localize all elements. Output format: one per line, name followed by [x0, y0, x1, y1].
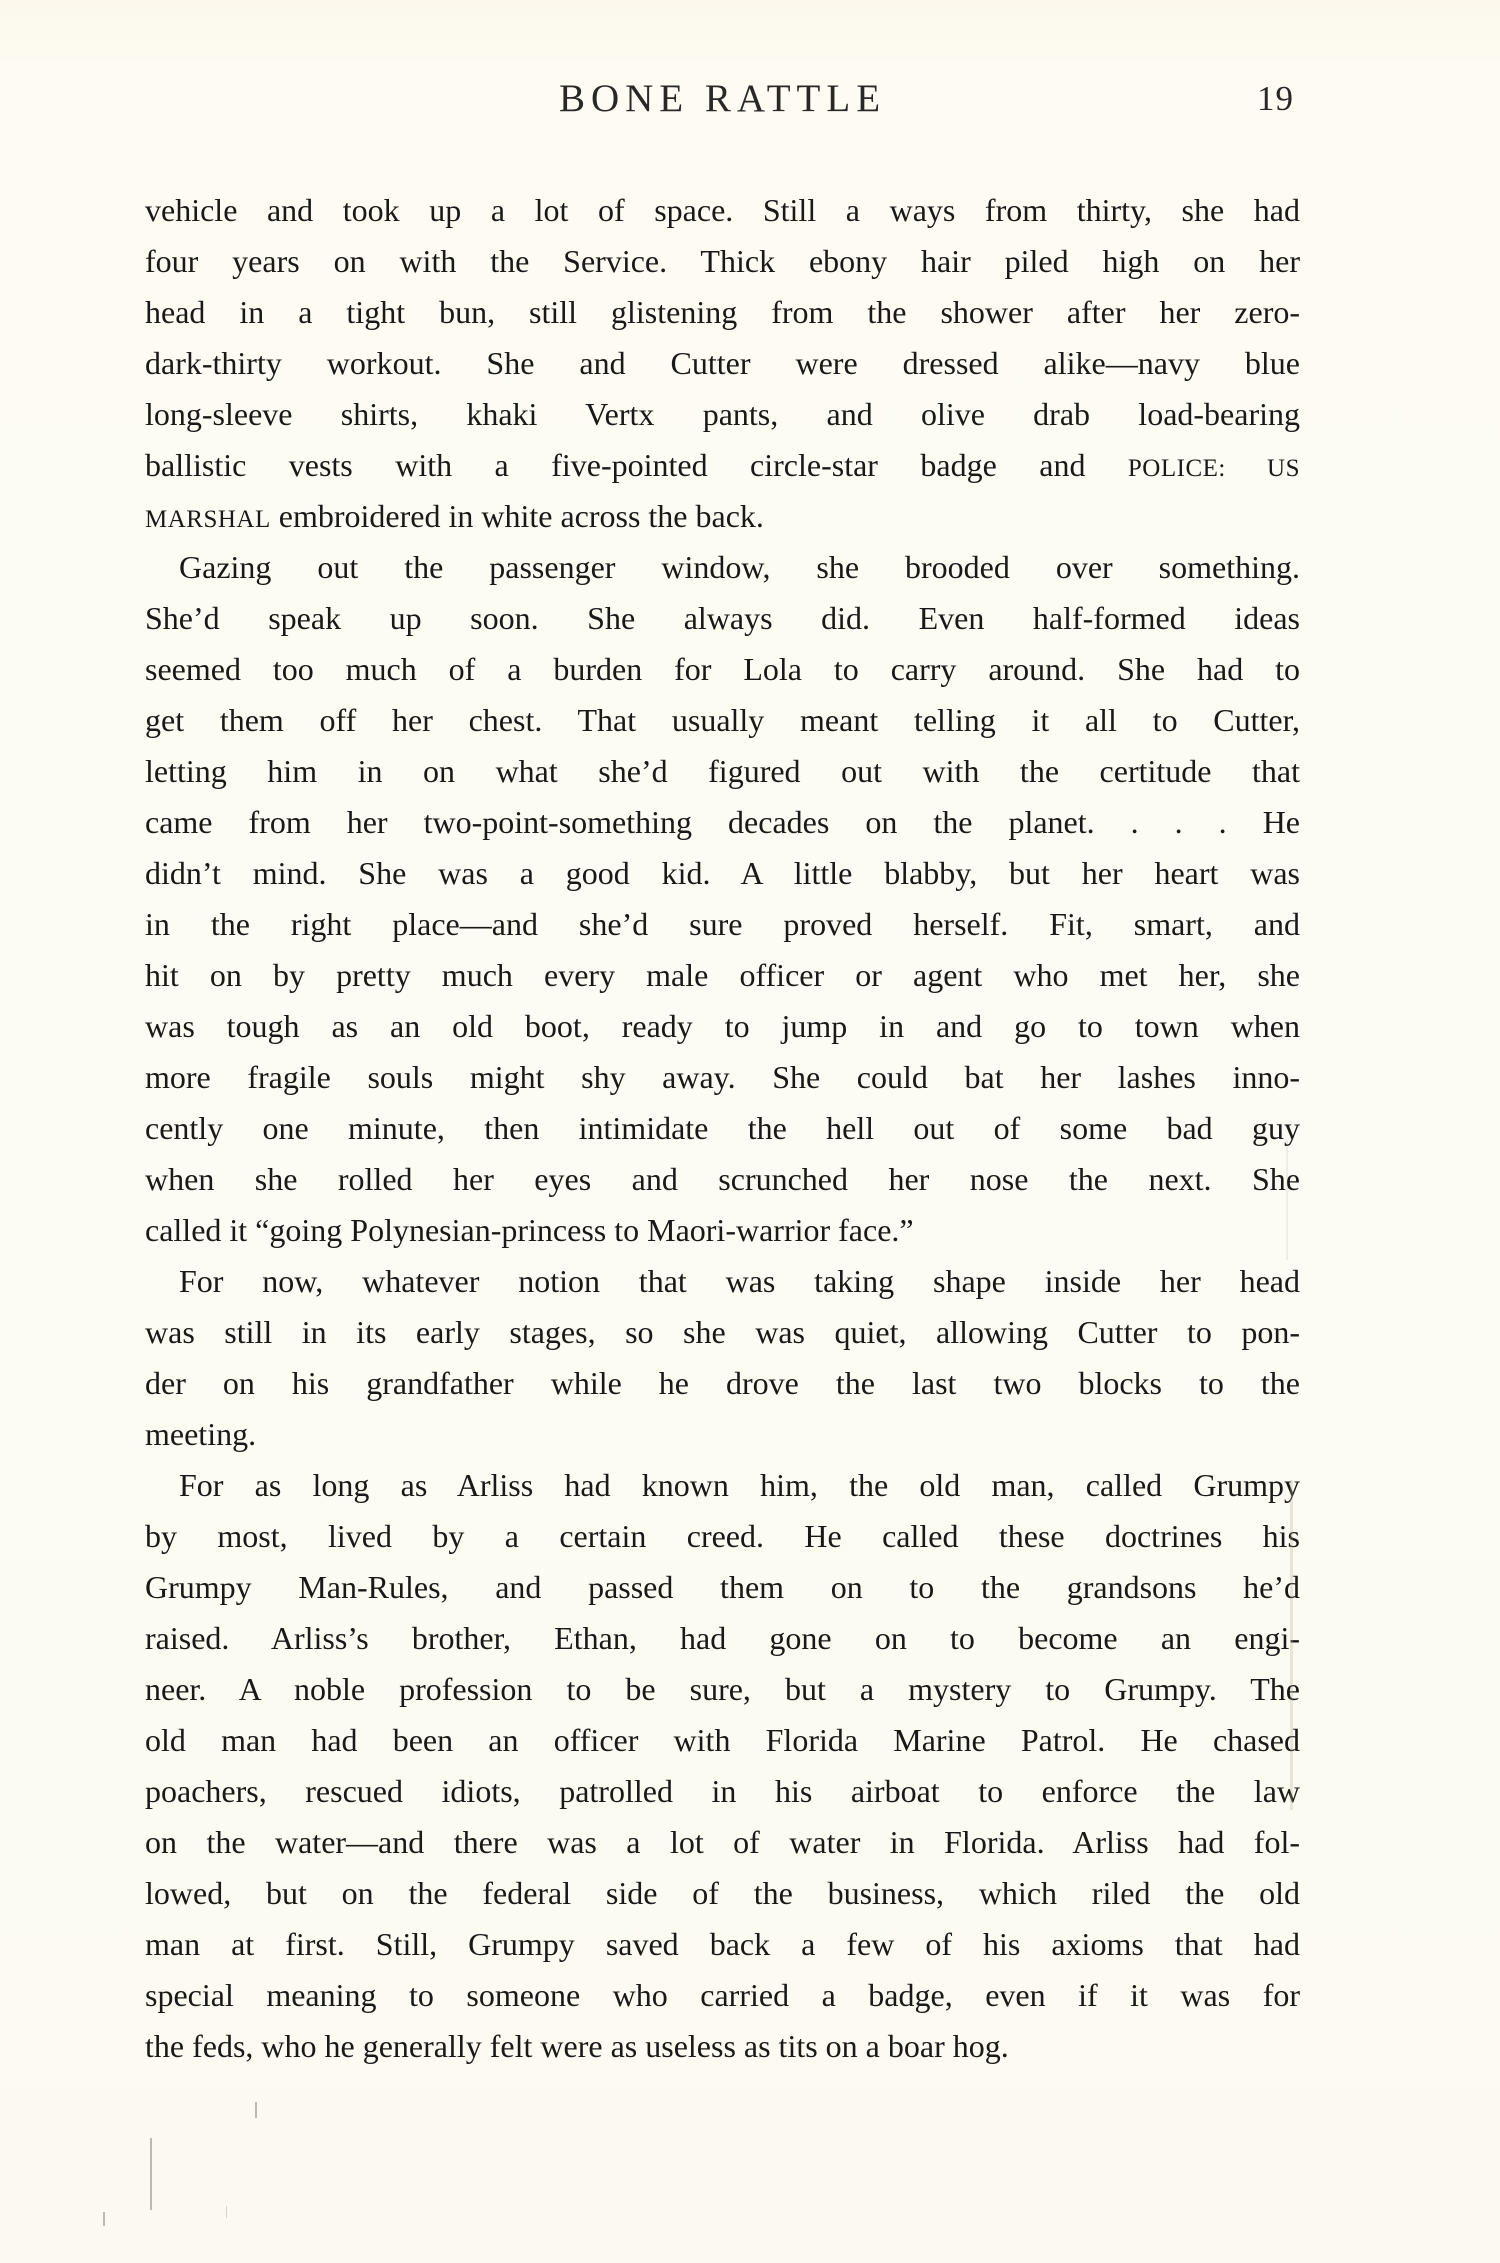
text-line [145, 389, 1300, 440]
text-line [145, 1001, 1300, 1052]
text-line [145, 1511, 1300, 1562]
line-text: poachers, rescued idiots, patrolled in his airboat to enforce the law [145, 1773, 1300, 1809]
line-text: For as long as Arliss had known him, the old man, called Grumpy [179, 1467, 1300, 1503]
text-line [145, 185, 1300, 236]
text-line [145, 746, 1300, 797]
line-text: get them off her chest. That usually meant telling it all to Cutter, [145, 702, 1300, 738]
line-text: lowed, but on the federal side of the business, which riled the old [145, 1875, 1300, 1911]
scan-artifact [255, 2102, 257, 2118]
line-text: the feds, who he generally felt were as useless as tits on a boar hog. [145, 2028, 1009, 2064]
text-line [145, 1205, 1300, 1256]
line-text: was tough as an old boot, ready to jump in and go to town when [145, 1008, 1300, 1044]
line-text: on the water—and there was a lot of water in Florida. Arliss had fol- [145, 1824, 1300, 1860]
line-text: neer. A noble profession to be sure, but a mystery to Grumpy. The [145, 1671, 1300, 1707]
text-line [145, 2021, 1300, 2072]
scan-artifact [103, 2212, 105, 2226]
text-line [145, 1358, 1300, 1409]
line-text: came from her two-point-something decades on the planet. . . . He [145, 804, 1300, 840]
line-text: in the right place—and she’d sure proved herself. Fit, smart, and [145, 906, 1300, 942]
line-text: embroidered in white across the back. [270, 498, 764, 534]
text-line [145, 1613, 1300, 1664]
line-text: special meaning to someone who carried a badge, even if it was for [145, 1977, 1300, 2013]
text-line [145, 1154, 1300, 1205]
text-line [145, 1817, 1300, 1868]
line-text: more fragile souls might shy away. She could bat her lashes inno- [145, 1059, 1300, 1095]
text-line [145, 1664, 1300, 1715]
scan-artifact [150, 2138, 152, 2210]
line-text: was still in its early stages, so she was quiet, allowing Cutter to pon- [145, 1314, 1300, 1350]
text-block [145, 185, 1300, 2072]
text-line [145, 1460, 1300, 1511]
line-text: seemed too much of a burden for Lola to carry around. She had to [145, 651, 1300, 687]
scan-artifact [226, 2206, 227, 2218]
text-line [145, 1919, 1300, 1970]
text-line [145, 1970, 1300, 2021]
line-text: head in a tight bun, still glistening from the shower after her zero- [145, 294, 1300, 330]
line-text: letting him in on what she’d figured out with the certitude that [145, 753, 1300, 789]
line-text: hit on by pretty much every male officer or agent who met her, she [145, 957, 1300, 993]
line-text: when she rolled her eyes and scrunched her nose the next. She [145, 1161, 1300, 1197]
text-line [145, 1562, 1300, 1613]
text-line [145, 695, 1300, 746]
page-crease [1290, 1480, 1293, 1810]
text-line [145, 1307, 1300, 1358]
line-text: didn’t mind. She was a good kid. A little blabby, but her heart was [145, 855, 1300, 891]
line-text: Gazing out the passenger window, she brooded over something. [179, 549, 1300, 585]
line-text: vehicle and took up a lot of space. Still a ways from thirty, she had [145, 192, 1300, 228]
line-text: For now, whatever notion that was taking shape inside her head [179, 1263, 1300, 1299]
text-line [145, 1766, 1300, 1817]
line-text: ballistic vests with a five-pointed circle-star badge and [145, 447, 1128, 483]
line-text: der on his grandfather while he drove the last two blocks to the [145, 1365, 1300, 1401]
line-text: Grumpy Man-Rules, and passed them on to the grandsons he’d [145, 1569, 1300, 1605]
line-text: meeting. [145, 1416, 257, 1452]
line-text: old man had been an officer with Florida Marine Patrol. He chased [145, 1722, 1300, 1758]
page-crease [1286, 1140, 1288, 1260]
line-text: man at first. Still, Grumpy saved back a few of his axioms that had [145, 1926, 1300, 1962]
text-line [145, 440, 1300, 491]
text-line [145, 491, 1300, 542]
line-text: four years on with the Service. Thick ebony hair piled high on her [145, 243, 1300, 279]
text-line [145, 1868, 1300, 1919]
text-line [145, 1103, 1300, 1154]
page-header [145, 76, 1300, 122]
running-head-title: BONE RATTLE [558, 77, 887, 120]
text-line [145, 797, 1300, 848]
text-line [145, 593, 1300, 644]
page-number: 19 [1257, 79, 1294, 118]
line-text: cently one minute, then intimidate the hell out of some bad guy [145, 1110, 1300, 1146]
text-line [145, 1409, 1300, 1460]
text-line [145, 899, 1300, 950]
text-line [145, 338, 1300, 389]
line-text: raised. Arliss’s brother, Ethan, had gone on to become an engi- [145, 1620, 1300, 1656]
text-line [145, 287, 1300, 338]
text-line [145, 236, 1300, 287]
text-line [145, 950, 1300, 1001]
text-line [145, 644, 1300, 695]
text-line [145, 1256, 1300, 1307]
text-line [145, 542, 1300, 593]
line-text: dark-thirty workout. She and Cutter were dressed alike—navy blue [145, 345, 1300, 381]
text-line [145, 848, 1300, 899]
line-text: long-sleeve shirts, khaki Vertx pants, and olive drab load-bearing [145, 396, 1300, 432]
line-text: called it “going Polynesian-princess to Maori-warrior face.” [145, 1212, 914, 1248]
line-text: by most, lived by a certain creed. He called these doctrines his [145, 1518, 1300, 1554]
text-line [145, 1715, 1300, 1766]
text-line [145, 1052, 1300, 1103]
small-caps-text: POLICE: US [1127, 455, 1300, 482]
line-text: She’d speak up soon. She always did. Even half-formed ideas [145, 600, 1300, 636]
small-caps-text: MARSHAL [145, 506, 271, 533]
